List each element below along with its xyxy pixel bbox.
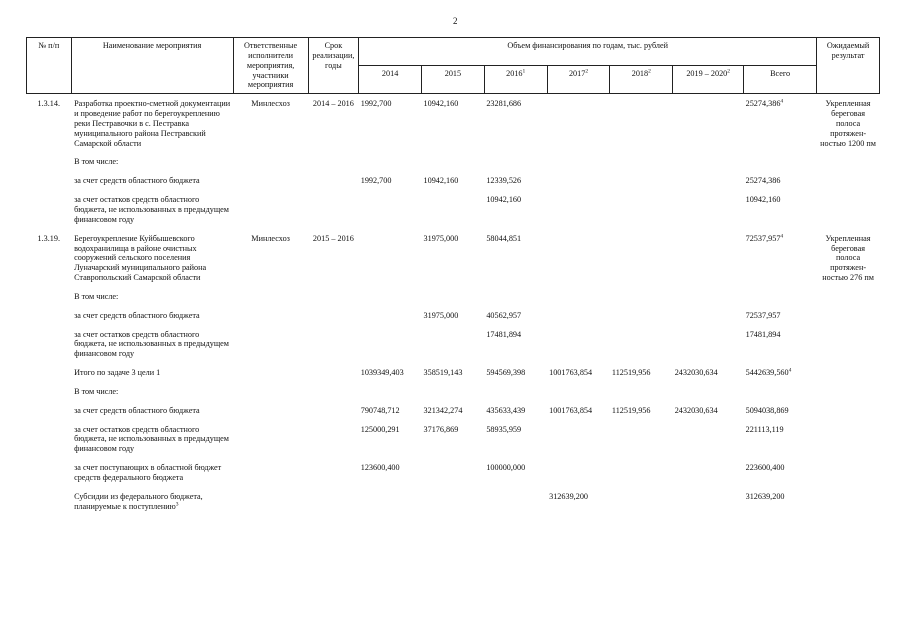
table-row <box>27 366 880 385</box>
row-value <box>673 193 744 232</box>
header-year-label: 2014 <box>381 69 399 79</box>
header-year <box>610 66 673 94</box>
row-value <box>547 490 610 519</box>
row-index <box>27 290 72 309</box>
row-total <box>744 290 817 309</box>
row-result <box>817 461 880 490</box>
footnote-mark: 4 <box>780 98 784 105</box>
footnote-mark: 1 <box>522 68 526 75</box>
row-responsible <box>233 174 308 193</box>
row-result <box>817 155 880 174</box>
row-index <box>27 404 72 423</box>
row-value <box>359 232 422 290</box>
row-value <box>673 290 744 309</box>
value-text: 37176,869 <box>423 424 459 434</box>
footnote-mark: 4 <box>788 367 792 374</box>
row-term: 2014 – 2016 <box>312 99 354 109</box>
value-text: 2432030,634 <box>674 405 718 415</box>
row-value <box>547 309 610 328</box>
header-year-label: 2015 <box>444 69 462 79</box>
value-text: 25274,386 <box>745 99 781 109</box>
row-value <box>610 366 673 385</box>
row-index <box>27 309 72 328</box>
row-name <box>71 193 233 232</box>
table-body <box>27 94 880 519</box>
row-result: Укрепленная береговая полоса протяжен-ностью 1200 пм <box>820 99 876 148</box>
row-value <box>547 94 610 156</box>
row-name <box>71 155 233 174</box>
header-year-label: Всего <box>770 69 791 79</box>
row-name <box>71 232 233 290</box>
row-name <box>71 290 233 309</box>
row-total <box>744 461 817 490</box>
row-value <box>547 385 610 404</box>
row-value <box>484 490 547 519</box>
value-text: 72537,957 <box>745 233 781 243</box>
value-text: 321342,274 <box>423 405 463 415</box>
row-value <box>359 385 422 404</box>
header-name: Наименование мероприятия <box>71 38 233 94</box>
row-value <box>422 155 485 174</box>
row-value <box>484 290 547 309</box>
row-value <box>422 404 485 423</box>
row-total <box>744 366 817 385</box>
row-name <box>71 328 233 367</box>
row-value <box>610 385 673 404</box>
row-value <box>673 232 744 290</box>
row-term <box>308 290 359 309</box>
row-value <box>610 461 673 490</box>
row-index <box>27 423 72 462</box>
row-name-text: за счет остатков средств областного бюджета, не использованных в предыдущем финансовом году <box>74 329 229 359</box>
row-name <box>71 385 233 404</box>
row-index <box>27 385 72 404</box>
row-value <box>422 385 485 404</box>
table-row <box>27 385 880 404</box>
row-value <box>673 174 744 193</box>
header-year <box>484 66 547 94</box>
value-text: 25274,386 <box>745 176 781 186</box>
header-term: Срок реализации, годы <box>308 38 359 94</box>
row-value <box>673 155 744 174</box>
value-text: 5094038,869 <box>745 405 789 415</box>
value-text: 1992,700 <box>360 99 392 109</box>
row-name-text: за счет средств областного бюджета <box>74 405 200 415</box>
row-term <box>308 423 359 462</box>
header-result: Ожидаемый результат <box>817 38 880 94</box>
row-name <box>71 366 233 385</box>
row-total <box>744 309 817 328</box>
row-total <box>744 193 817 232</box>
row-index: 1.3.14. <box>37 99 61 109</box>
value-text: 358519,143 <box>423 368 463 378</box>
row-result <box>817 309 880 328</box>
row-value <box>484 232 547 290</box>
value-text: 221113,119 <box>745 424 784 434</box>
header-financing: Объем финансирования по годам, тыс. рублей <box>359 38 817 66</box>
row-total <box>744 328 817 367</box>
row-value <box>422 174 485 193</box>
row-value <box>422 290 485 309</box>
value-text: 594569,398 <box>486 368 526 378</box>
row-value <box>673 385 744 404</box>
footnote-mark: 2 <box>727 68 730 75</box>
row-term <box>308 193 359 232</box>
row-term <box>308 328 359 367</box>
value-text: 1001763,854 <box>549 405 593 415</box>
row-result <box>817 490 880 519</box>
row-value <box>547 290 610 309</box>
row-value <box>484 366 547 385</box>
header-idx: № п/п <box>27 38 72 94</box>
row-result <box>817 328 880 367</box>
table-header <box>27 38 880 94</box>
row-total <box>744 94 817 156</box>
header-year-label: 2018 <box>631 69 649 79</box>
row-result <box>817 193 880 232</box>
row-value <box>610 174 673 193</box>
row-responsible <box>233 366 308 385</box>
value-text: 10942,160 <box>423 99 459 109</box>
row-index <box>27 193 72 232</box>
table-row <box>27 155 880 174</box>
row-value <box>610 290 673 309</box>
row-name <box>71 423 233 462</box>
row-value <box>610 423 673 462</box>
row-result <box>817 290 880 309</box>
value-text: 31975,000 <box>423 310 459 320</box>
row-value <box>422 193 485 232</box>
row-name-text: Субсидии из федерального бюджета, планируемые к поступлению <box>74 491 203 511</box>
value-text: 112519,956 <box>611 368 651 378</box>
row-name-text: Разработка проектно-сметной документации и проведение работ по берегоукреплению реки Пестравочки в с. Пестравка муниципального района Пестравский Самарской области <box>74 99 231 148</box>
row-name-text: В том числе: <box>74 157 119 167</box>
header-year <box>744 66 817 94</box>
table-row <box>27 290 880 309</box>
value-text: 2432030,634 <box>674 368 718 378</box>
row-responsible <box>233 385 308 404</box>
row-value <box>359 328 422 367</box>
row-value <box>484 328 547 367</box>
row-result <box>817 385 880 404</box>
value-text: 435633,439 <box>486 405 526 415</box>
table-row <box>27 490 880 519</box>
header-year <box>422 66 485 94</box>
row-value <box>673 366 744 385</box>
value-text: 1992,700 <box>360 176 392 186</box>
row-responsible <box>233 193 308 232</box>
value-text: 40562,957 <box>486 310 522 320</box>
row-index: 1.3.19. <box>37 233 61 243</box>
row-value <box>422 309 485 328</box>
row-value <box>673 490 744 519</box>
row-result <box>817 174 880 193</box>
value-text: 58935,959 <box>486 424 522 434</box>
row-index <box>27 174 72 193</box>
row-term <box>308 490 359 519</box>
value-text: 5442639,560 <box>745 368 789 378</box>
row-value <box>673 423 744 462</box>
row-value <box>484 461 547 490</box>
footnote-mark: 2 <box>648 68 651 75</box>
row-index <box>27 461 72 490</box>
value-text: 112519,956 <box>611 405 651 415</box>
row-name-text: за счет средств областного бюджета <box>74 310 200 320</box>
row-value <box>484 94 547 156</box>
row-responsible <box>233 290 308 309</box>
table-row <box>27 461 880 490</box>
row-value <box>359 309 422 328</box>
row-result <box>817 404 880 423</box>
page-number: 2 <box>453 16 458 26</box>
row-value <box>547 423 610 462</box>
value-text: 312639,200 <box>549 491 588 501</box>
row-value <box>359 155 422 174</box>
row-value <box>610 328 673 367</box>
header-year <box>673 66 744 94</box>
row-value <box>547 461 610 490</box>
row-total <box>744 490 817 519</box>
header-year <box>547 66 610 94</box>
row-responsible <box>233 328 308 367</box>
row-value <box>610 155 673 174</box>
value-text: 31975,000 <box>423 233 459 243</box>
value-text: 123600,400 <box>360 463 400 473</box>
row-name-text: за счет остатков средств областного бюджета, не использованных в предыдущем финансовом году <box>74 424 229 454</box>
row-value <box>422 490 485 519</box>
table-row <box>27 328 880 367</box>
table-row <box>27 309 880 328</box>
footnote-mark: 3 <box>175 500 179 507</box>
row-term <box>308 461 359 490</box>
row-result: Укрепленная береговая полоса протяжен-ностью 276 пм <box>822 233 874 283</box>
row-value <box>359 94 422 156</box>
row-responsible <box>233 423 308 462</box>
row-value <box>610 193 673 232</box>
value-text: 223600,400 <box>745 463 785 473</box>
value-text: 72537,957 <box>745 310 781 320</box>
table-row <box>27 174 880 193</box>
row-value <box>673 404 744 423</box>
row-value <box>359 290 422 309</box>
value-text: 1039349,403 <box>360 368 404 378</box>
row-value <box>484 155 547 174</box>
row-value <box>484 309 547 328</box>
value-text: 17481,894 <box>486 329 522 339</box>
row-value <box>359 490 422 519</box>
row-responsible <box>233 309 308 328</box>
row-term <box>308 155 359 174</box>
row-value <box>422 328 485 367</box>
row-value <box>359 461 422 490</box>
table-row <box>27 193 880 232</box>
row-name <box>71 490 233 519</box>
footnote-mark: 4 <box>780 232 784 239</box>
value-text: 58044,851 <box>486 233 522 243</box>
row-index <box>27 490 72 519</box>
value-text: 790748,712 <box>360 405 400 415</box>
row-total <box>744 385 817 404</box>
header-responsible: Ответственные исполнители мероприятия, участники мероприятия <box>233 38 308 94</box>
row-name-text: В том числе: <box>74 386 119 396</box>
value-text: 10942,160 <box>423 176 459 186</box>
row-value <box>484 193 547 232</box>
row-value <box>610 94 673 156</box>
row-responsible <box>233 155 308 174</box>
row-value <box>422 94 485 156</box>
row-value <box>422 461 485 490</box>
header-year-label: 2017 <box>568 69 586 79</box>
row-responsible: Минлесхоз <box>251 233 290 243</box>
row-responsible <box>233 490 308 519</box>
row-value <box>484 174 547 193</box>
row-value <box>484 385 547 404</box>
row-value <box>673 94 744 156</box>
table-row <box>27 404 880 423</box>
row-value <box>359 174 422 193</box>
row-index <box>27 366 72 385</box>
row-term <box>308 309 359 328</box>
row-term <box>308 366 359 385</box>
row-name-text: за счет поступающих в областной бюджет средств федерального бюджета <box>74 463 222 482</box>
row-value <box>359 423 422 462</box>
row-term: 2015 – 2016 <box>312 233 354 243</box>
row-name-text: за счет остатков средств областного бюджета, не использованных в предыдущем финансовом году <box>74 195 229 224</box>
row-value <box>359 193 422 232</box>
table-row <box>27 94 880 156</box>
value-text: 23281,686 <box>486 99 522 109</box>
row-name <box>71 404 233 423</box>
row-index <box>27 328 72 367</box>
row-total <box>744 155 817 174</box>
row-value <box>359 404 422 423</box>
row-value <box>547 155 610 174</box>
row-term <box>308 174 359 193</box>
row-total <box>744 404 817 423</box>
value-text: 125000,291 <box>360 424 400 434</box>
table-row <box>27 423 880 462</box>
row-responsible: Минлесхоз <box>251 99 290 109</box>
value-text: 100000,000 <box>486 463 526 473</box>
row-value <box>610 490 673 519</box>
header-year-label: 2016 <box>506 69 523 79</box>
row-result <box>817 423 880 462</box>
table-row <box>27 232 880 290</box>
row-value <box>547 328 610 367</box>
row-total <box>744 174 817 193</box>
row-value <box>484 423 547 462</box>
row-value <box>547 174 610 193</box>
row-index <box>27 155 72 174</box>
row-value <box>547 193 610 232</box>
value-text: 312639,200 <box>745 491 785 501</box>
financing-table <box>26 37 880 519</box>
value-text: 10942,160 <box>745 195 781 205</box>
row-value <box>547 404 610 423</box>
row-total <box>744 232 817 290</box>
row-value <box>359 366 422 385</box>
row-value <box>610 232 673 290</box>
row-value <box>547 366 610 385</box>
row-name <box>71 309 233 328</box>
row-value <box>422 366 485 385</box>
footnote-mark: 2 <box>585 68 589 75</box>
value-text: 10942,160 <box>486 195 522 205</box>
value-text: 1001763,854 <box>549 368 593 378</box>
value-text: 17481,894 <box>745 329 781 339</box>
row-term <box>308 404 359 423</box>
row-name <box>71 174 233 193</box>
row-value <box>547 232 610 290</box>
row-total <box>744 423 817 462</box>
row-name-text: за счет средств областного бюджета <box>74 176 200 186</box>
row-name-text: Берегоукрепление Куйбышевского водохранилища в районе очистных сооружений сельского поселения Луначарский муниципального района Ставропольский Самарской области <box>74 233 207 283</box>
row-name-text: В том числе: <box>74 291 119 301</box>
row-value <box>484 404 547 423</box>
header-year-label: 2019 – 2020 <box>686 69 728 79</box>
row-value <box>673 309 744 328</box>
row-value <box>673 328 744 367</box>
row-term <box>308 385 359 404</box>
row-name-text: Итого по задаче 3 цели 1 <box>74 368 161 378</box>
row-name <box>71 461 233 490</box>
row-result <box>817 366 880 385</box>
row-value <box>610 309 673 328</box>
row-value <box>422 232 485 290</box>
row-name <box>71 94 233 156</box>
row-value <box>610 404 673 423</box>
value-text: 12339,526 <box>486 176 522 186</box>
row-value <box>422 423 485 462</box>
header-year <box>359 66 422 94</box>
row-value <box>673 461 744 490</box>
row-responsible <box>233 404 308 423</box>
row-responsible <box>233 461 308 490</box>
